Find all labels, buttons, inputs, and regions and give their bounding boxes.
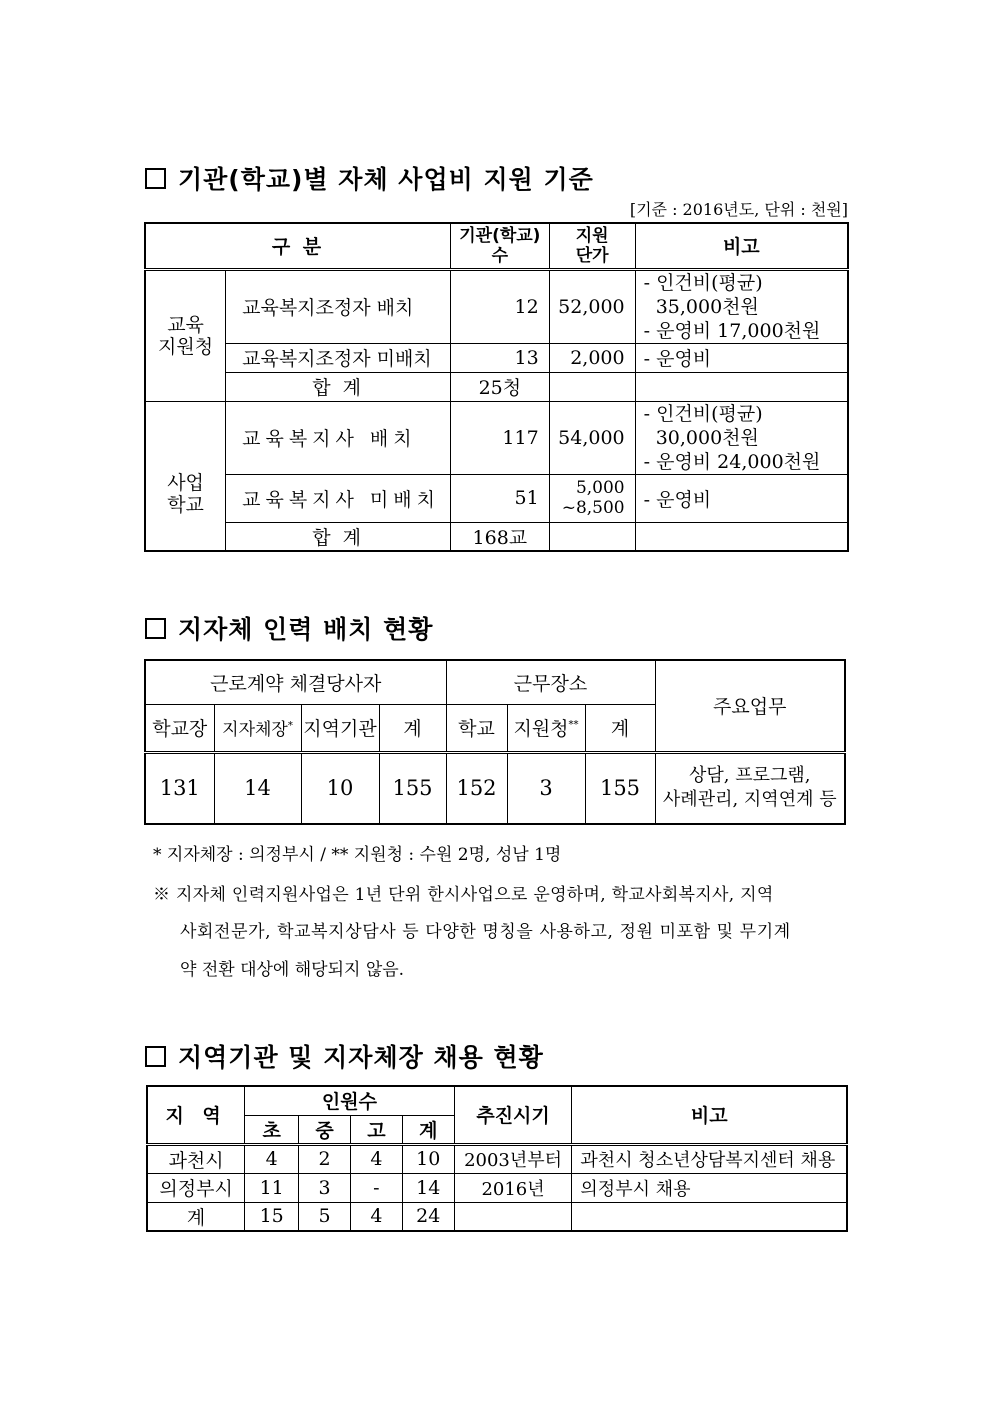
total-cell: 24 bbox=[402, 1202, 454, 1231]
high-cell: 4 bbox=[350, 1144, 402, 1173]
elem-cell: 15 bbox=[245, 1202, 299, 1231]
mid-cell: 5 bbox=[299, 1202, 351, 1231]
row-label: 교육복지사 미배치 bbox=[226, 474, 451, 522]
row-price: 52,000 bbox=[549, 269, 635, 343]
total-cell: 10 bbox=[402, 1144, 454, 1173]
elem-cell: 4 bbox=[245, 1144, 299, 1173]
subheader-elementary: 초 bbox=[245, 1115, 299, 1144]
support-standard-table bbox=[144, 222, 849, 552]
region-cell: 계 bbox=[147, 1202, 245, 1231]
elem-cell: 11 bbox=[245, 1173, 299, 1202]
value-cell: 14 bbox=[214, 752, 301, 824]
high-cell: 4 bbox=[350, 1202, 402, 1231]
remark-cell bbox=[572, 1202, 847, 1231]
subheader-local-agency: 지역기관 bbox=[301, 704, 379, 752]
checkbox-square-icon bbox=[145, 168, 166, 189]
section2-title: 지자체 인력 배치 현황 bbox=[145, 610, 433, 646]
staff-placement-table bbox=[144, 659, 846, 825]
row-remark: - 운영비 bbox=[635, 474, 848, 522]
remark-cell: 의정부시 채용 bbox=[572, 1173, 847, 1202]
header-region: 지 역 bbox=[147, 1086, 245, 1144]
subheader-office: 지원청** bbox=[507, 704, 585, 752]
checkbox-square-icon bbox=[145, 618, 166, 639]
section3-title: 지역기관 및 지자체장 채용 현황 bbox=[145, 1038, 544, 1074]
subtotal-value: 25청 bbox=[451, 372, 550, 401]
group-name: 사업 학교 bbox=[145, 401, 226, 551]
subheader-school: 학교 bbox=[446, 704, 507, 752]
row-price: 54,000 bbox=[549, 401, 635, 474]
subtotal-label: 합 계 bbox=[226, 372, 451, 401]
remark-line: 사회전문가, 학교복지상담사 등 다양한 명칭을 사용하고, 정원 미포함 및 무기계 bbox=[180, 922, 791, 942]
header-unit-price: 지원 단가 bbox=[549, 223, 635, 269]
remark-line: ※ 지자체 인력지원사업은 1년 단위 한시사업으로 운영하며, 학교사회복지사, 지역 bbox=[153, 885, 774, 905]
header-duty: 주요업무 bbox=[655, 660, 845, 752]
header-count: 기관(학교) 수 bbox=[451, 223, 550, 269]
subtotal-value: 168교 bbox=[451, 522, 550, 551]
subheader-high: 고 bbox=[350, 1115, 402, 1144]
period-cell bbox=[454, 1202, 572, 1231]
high-cell: - bbox=[350, 1173, 402, 1202]
row-price: 5,000 ~8,500 bbox=[549, 474, 635, 522]
footnote: * 지자체장 : 의정부시 / ** 지원청 : 수원 2명, 성남 1명 bbox=[153, 845, 562, 865]
checkbox-square-icon bbox=[145, 1046, 166, 1067]
row-label: 교육복지조정자 미배치 bbox=[226, 343, 451, 372]
region-cell: 의정부시 bbox=[147, 1173, 245, 1202]
period-cell: 2016년 bbox=[454, 1173, 572, 1202]
remark-line: 약 전환 대상에 해당되지 않음. bbox=[180, 960, 405, 980]
header-workplace: 근무장소 bbox=[446, 660, 655, 704]
period-cell: 2003년부터 bbox=[454, 1144, 572, 1173]
header-staff: 인원수 bbox=[245, 1086, 454, 1115]
row-count: 51 bbox=[451, 474, 550, 522]
row-price: 2,000 bbox=[549, 343, 635, 372]
header-category: 구 분 bbox=[145, 223, 451, 269]
value-cell: 131 bbox=[145, 752, 214, 824]
row-remark: - 운영비 bbox=[635, 343, 848, 372]
duty-cell: 상담, 프로그램, 사례관리, 지역연계 등 bbox=[655, 752, 845, 824]
section1-title: 기관(학교)별 자체 사업비 지원 기준 bbox=[145, 160, 594, 196]
row-label: 교육복지사 배치 bbox=[226, 401, 451, 474]
row-remark: - 인건비(평균) 35,000천원 - 운영비 17,000천원 bbox=[635, 269, 848, 343]
header-period: 추진시기 bbox=[454, 1086, 572, 1144]
value-cell: 3 bbox=[507, 752, 585, 824]
header-remark: 비고 bbox=[635, 223, 848, 269]
subheader-mayor: 지자체장* bbox=[214, 704, 301, 752]
header-remark: 비고 bbox=[572, 1086, 847, 1144]
row-label: 교육복지조정자 배치 bbox=[226, 269, 451, 343]
row-count: 117 bbox=[451, 401, 550, 474]
remark-cell: 과천시 청소년상담복지센터 채용 bbox=[572, 1144, 847, 1173]
row-count: 12 bbox=[451, 269, 550, 343]
value-cell: 10 bbox=[301, 752, 379, 824]
value-cell: 152 bbox=[446, 752, 507, 824]
unit-note: [기준 : 2016년도, 단위 : 천원] bbox=[629, 200, 848, 219]
mid-cell: 2 bbox=[299, 1144, 351, 1173]
row-count: 13 bbox=[451, 343, 550, 372]
subheader-total: 계 bbox=[402, 1115, 454, 1144]
regional-hiring-table bbox=[146, 1085, 848, 1232]
header-contract: 근로계약 체결당사자 bbox=[145, 660, 446, 704]
value-cell: 155 bbox=[379, 752, 446, 824]
mid-cell: 3 bbox=[299, 1173, 351, 1202]
subheader-middle: 중 bbox=[299, 1115, 351, 1144]
subheader-principal: 학교장 bbox=[145, 704, 214, 752]
value-cell: 155 bbox=[585, 752, 655, 824]
subtotal-label: 합 계 bbox=[226, 522, 451, 551]
total-cell: 14 bbox=[402, 1173, 454, 1202]
row-remark: - 인건비(평균) 30,000천원 - 운영비 24,000천원 bbox=[635, 401, 848, 474]
region-cell: 과천시 bbox=[147, 1144, 245, 1173]
group-name: 교육 지원청 bbox=[145, 269, 226, 401]
subheader-total: 계 bbox=[379, 704, 446, 752]
subheader-total: 계 bbox=[585, 704, 655, 752]
